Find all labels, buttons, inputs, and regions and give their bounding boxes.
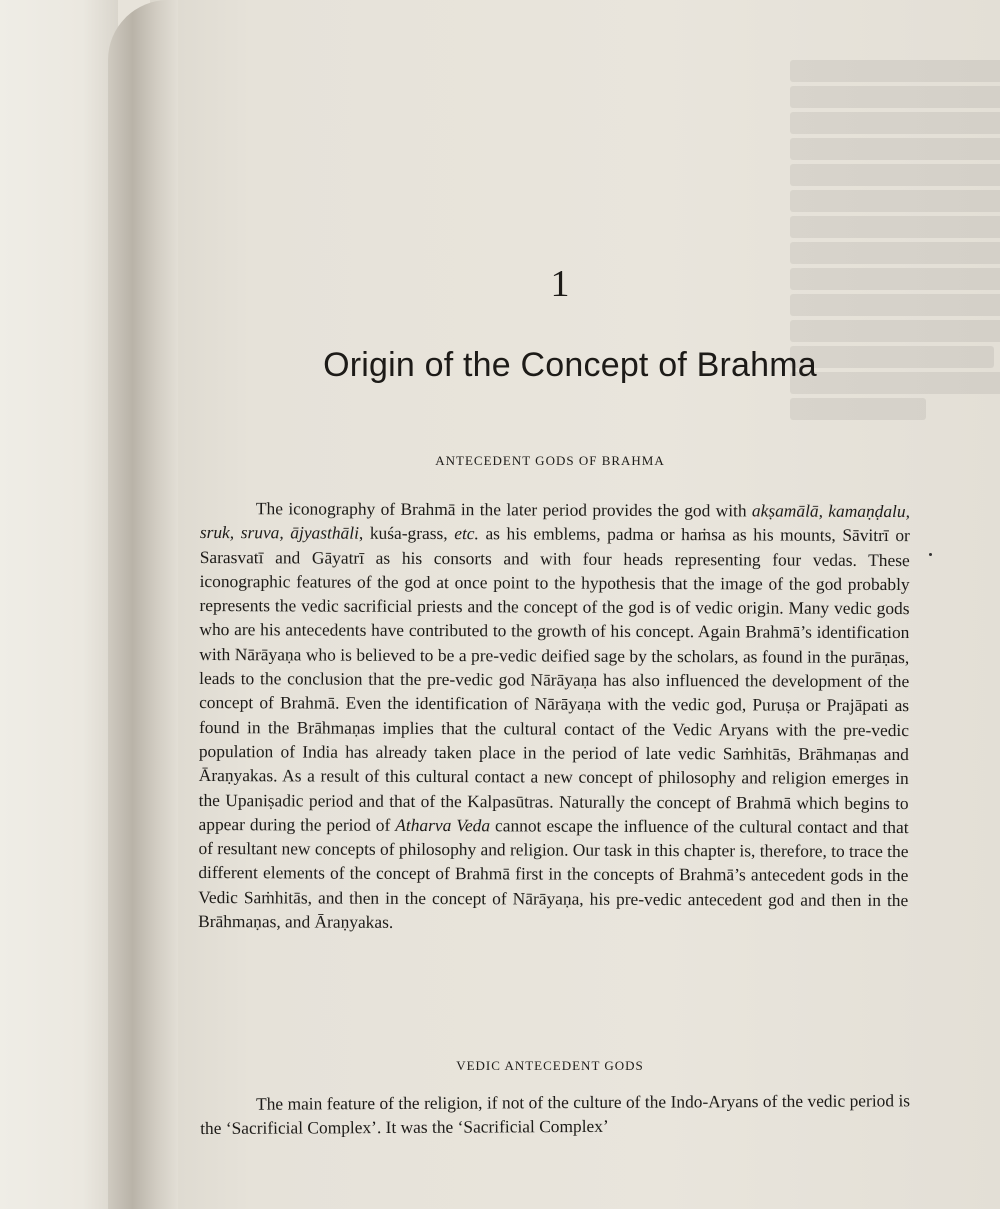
p2-text: The main feature of the religion, if not of the culture of the Indo-Aryans of the vedic period is the ‘Sacrificial Complex’. It was the ‘Sacrificial Complex’ [200, 1090, 911, 1139]
p1-etc-italic: etc. [454, 523, 479, 544]
chapter-number: 1 [550, 263, 570, 305]
p1-text-3: as his emblems, padma or haṁsa as his mounts, Sāvitrī or Sarasvatī and Gāyatrī as his consorts and with four heads representing four vedas. These iconographic features of the god at once point to the hypothesis that the image of the god probably represents the vedic sacrificial priests and the concept of the god is of vedic origin. Many vedic gods who are his antecedents have contributed to the growth of his concept. Again Brahmā’s identification with Nārāyaṇa who is believed to be a pre-vedic deified sage by the scholars, as found in the purāṇas, leads to the conclusion that the pre-vedic god Nārāyaṇa has also influenced the development of the concept of Brahmā. Even the identification of Nārāyaṇa with the vedic god, Puruṣa or Prajāpati as found in the Brāhmaṇas implies that the cultural contact of the Vedic Aryans with the pre-vedic population of India has already taken place in the period of late vedic Saṁhitās, Brāhmaṇas and Āraṇyakas. As a result of this cultural contact a new concept of philosophy and religion emerges in the Upaniṣadic period and that of the Kalpasūtras. Naturally the concept of Brahmā which begins to appear during the period of [198, 523, 910, 835]
left-page [0, 0, 118, 1209]
ink-speck [929, 553, 932, 556]
p1-text-4: cannot escape the influence of the cultural contact and that of resultant new concepts of philosophy and religion. Our task in this chapter is, therefore, to trace the different elements of the concept of Brahmā first in the concepts of Brahmā’s antecedent gods in the Vedic Saṁhitās, and then in the concept of Nārāyaṇa, his pre-vedic antecedent god and then in the Brāhmaṇas, and Āraṇyakas. [198, 815, 909, 932]
p1-atharva-veda-italic: Atharva Veda [395, 814, 491, 836]
section-heading-antecedent-gods: ANTECEDENT GODS OF BRAHMA [435, 453, 665, 468]
paragraph-sacrificial-complex [200, 1088, 910, 1140]
p1-emblems-italic: akṣamālā, kamaṇḍalu, sruk, sruva, ājyasthāli [199, 500, 911, 543]
paragraph-iconography [198, 496, 910, 936]
chapter-title: Origin of the Concept of Brahma [323, 346, 817, 384]
p1-text-2: , kuśa-grass, [358, 522, 455, 544]
p1-text-1: The iconography of Brahmā in the later period provides the god with [255, 498, 753, 521]
section-heading-vedic-antecedent-gods: VEDIC ANTECEDENT GODS [456, 1058, 644, 1073]
book-gutter [108, 0, 178, 1209]
